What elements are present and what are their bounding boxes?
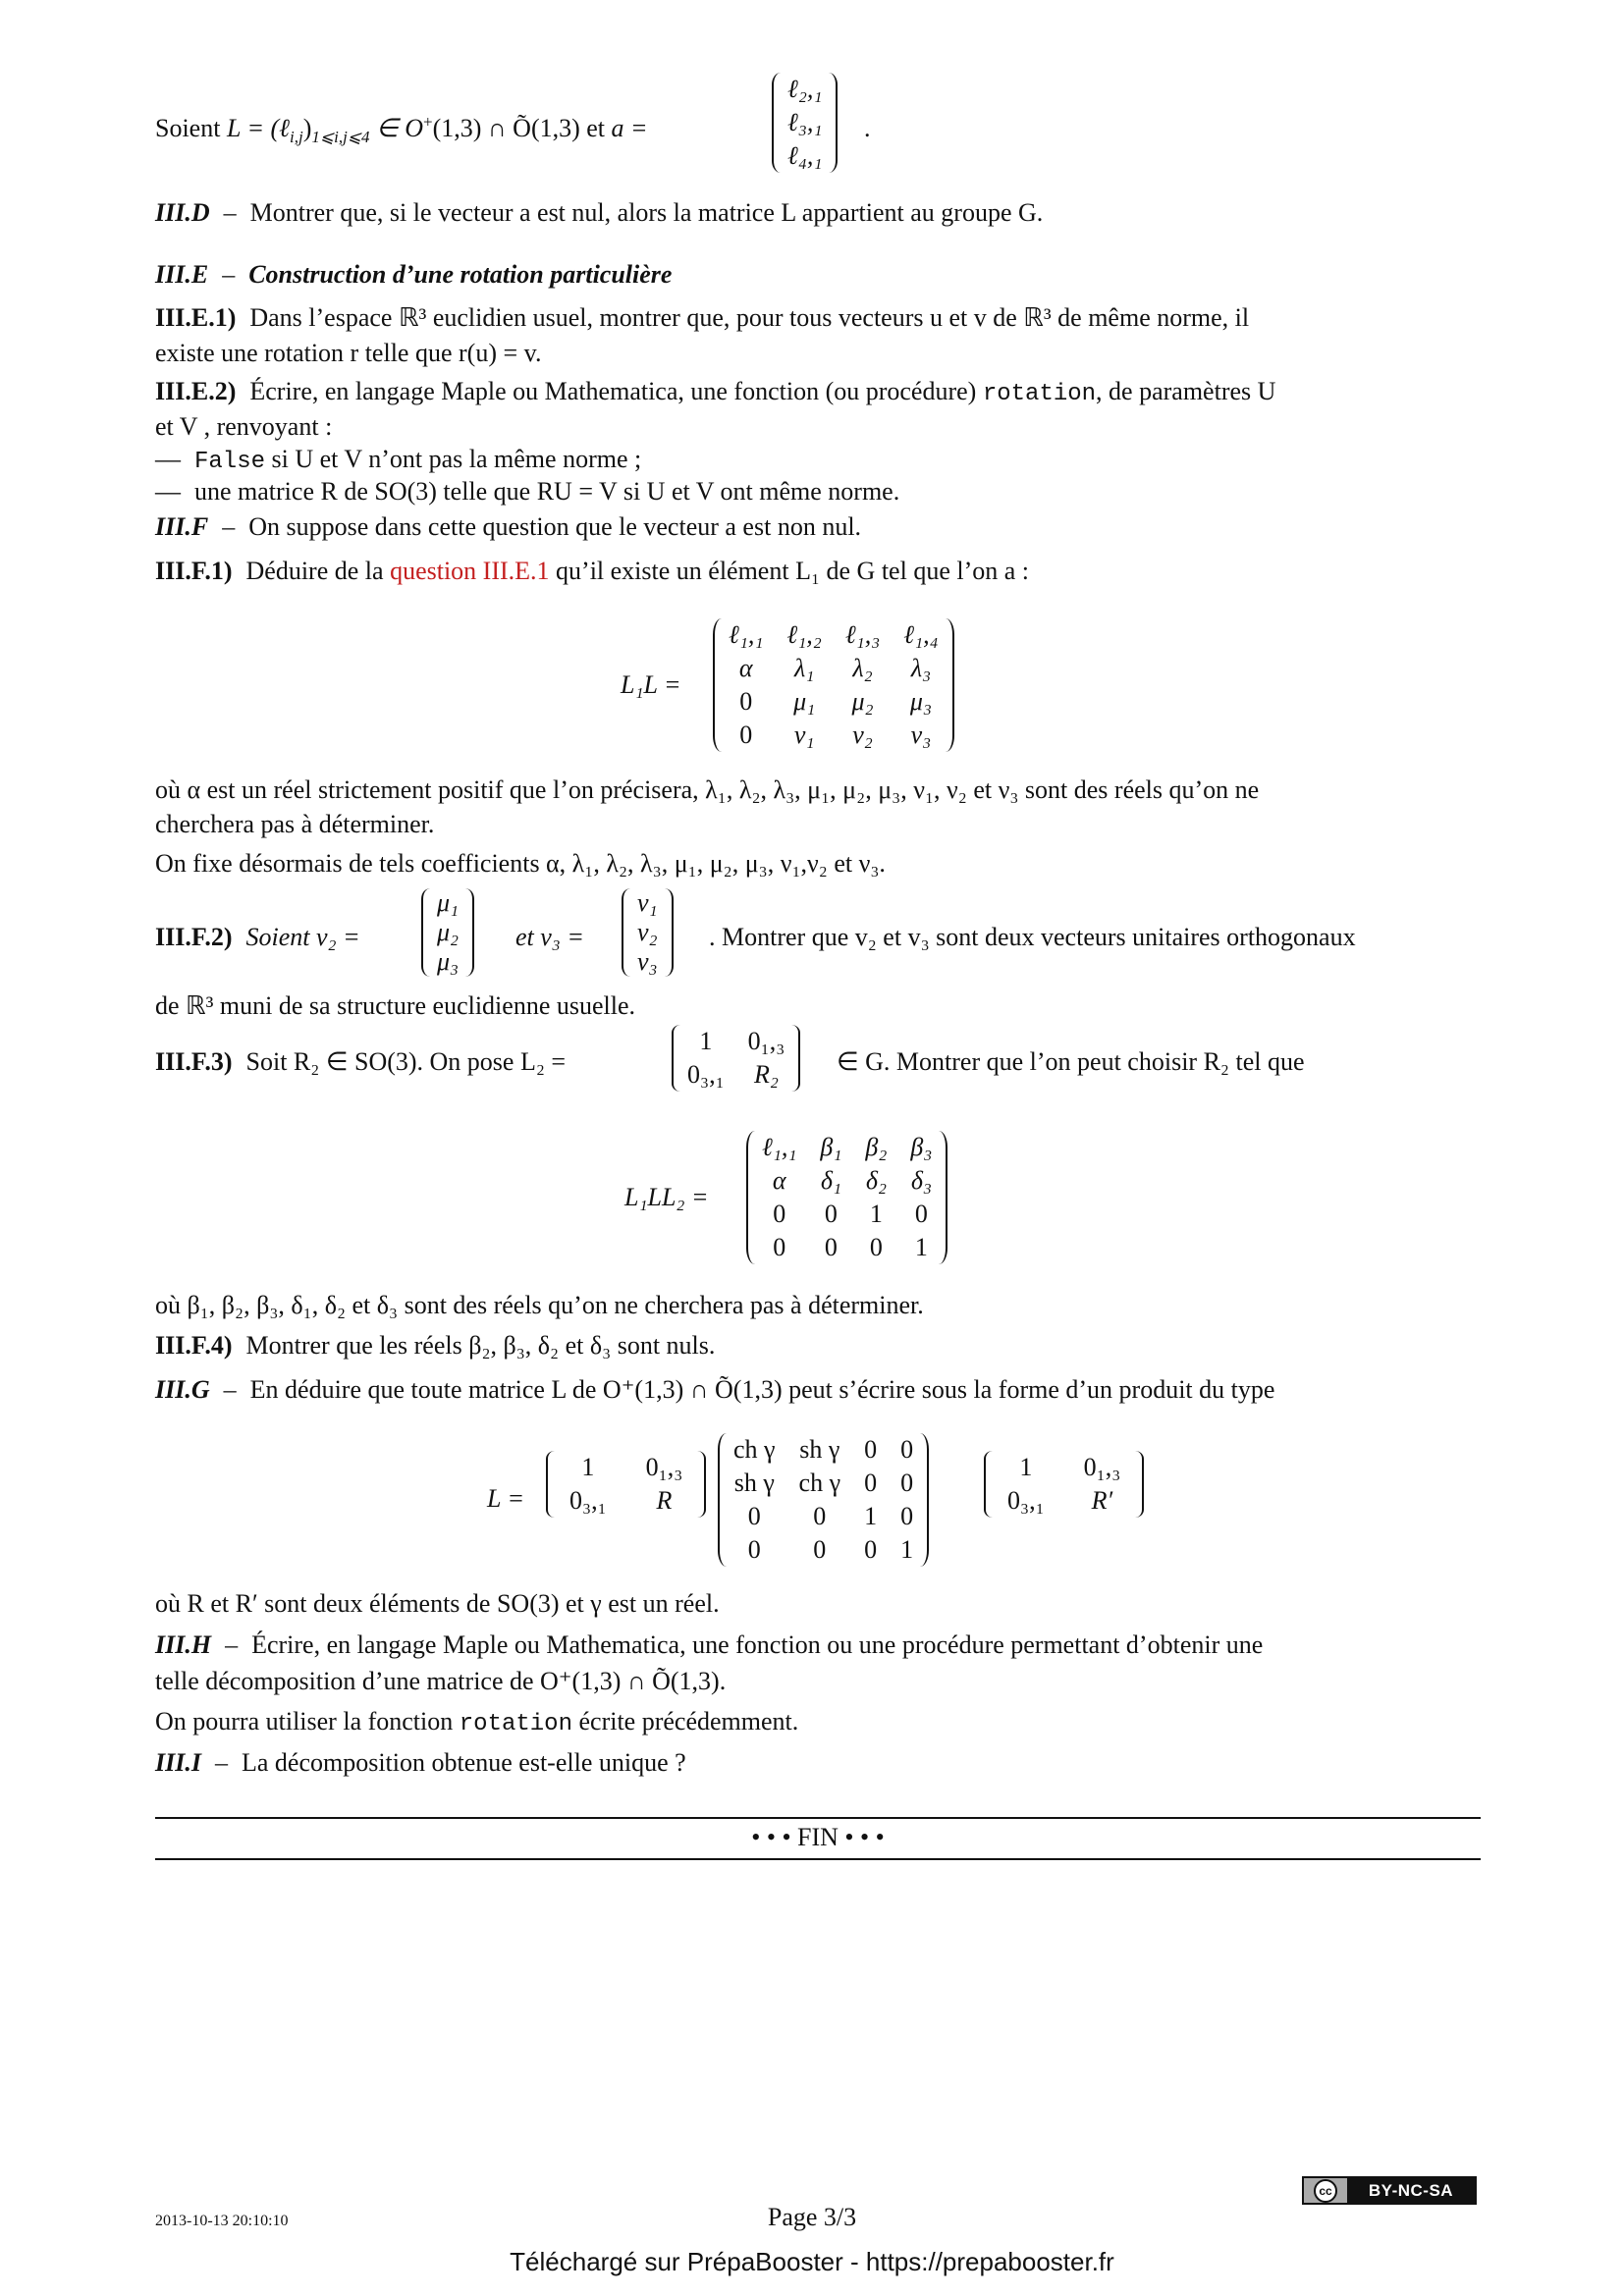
matrix-cell: 1 bbox=[864, 1502, 878, 1530]
matrix-cell: ℓ₁,₁ bbox=[729, 620, 764, 649]
matrix-cell: 0 bbox=[864, 1535, 878, 1564]
matrix-cell: R bbox=[656, 1486, 673, 1515]
vector-entry: ν₂ bbox=[637, 918, 658, 946]
question-label: III.F.1) bbox=[155, 557, 233, 585]
end-mark: • • • FIN • • • bbox=[751, 1823, 885, 1851]
matrix-label: L₁L = bbox=[621, 670, 681, 699]
bullet-text: une matrice R de SO(3) telle que RU = V si U et V ont même norme. bbox=[194, 477, 900, 506]
paragraph-line bbox=[155, 1291, 1481, 1320]
vector-a bbox=[776, 73, 834, 173]
question-text: existe une rotation r telle que r(u) = v. bbox=[155, 339, 542, 367]
question-label: III.F.4) bbox=[155, 1331, 233, 1360]
vector-v2 bbox=[425, 888, 470, 977]
question-IIIG bbox=[155, 1375, 1481, 1405]
intro-member: ∈ O bbox=[369, 114, 423, 142]
download-notice[interactable]: Téléchargé sur PrépaBooster - https://prepabooster.fr bbox=[510, 2247, 1114, 2276]
matrix-L1L bbox=[717, 618, 950, 752]
matrix-cell: ch γ bbox=[798, 1468, 841, 1497]
matrix-cell: β₁ bbox=[820, 1133, 842, 1161]
question-text: de ℝ³ muni de sa structure euclidienne usuelle. bbox=[155, 991, 636, 1020]
cc-icon: cc bbox=[1314, 2179, 1337, 2203]
matrix-cell: α bbox=[738, 654, 753, 682]
matrix-cell: λ₂ bbox=[852, 654, 873, 682]
bullet-item bbox=[155, 477, 1481, 507]
question-label: III.D bbox=[155, 198, 210, 227]
divider-bottom bbox=[155, 1858, 1481, 1860]
block-matrix-R bbox=[550, 1451, 702, 1518]
license-badge[interactable] bbox=[1302, 2176, 1477, 2205]
question-text: En déduire que toute matrice L de O⁺(1,3) ∩ Õ(1,3) peut s’écrire sous la forme d’un produit du type bbox=[249, 1375, 1275, 1404]
dash: – bbox=[214, 1748, 228, 1777]
paragraph-line bbox=[155, 1589, 1481, 1619]
dash: – bbox=[222, 260, 236, 289]
vector-a-entry: ℓ₄,₁ bbox=[787, 141, 823, 170]
intro-L-sub: i,j bbox=[289, 128, 303, 147]
matrix-cell: β₂ bbox=[865, 1133, 888, 1161]
question-IIIE1-cont bbox=[155, 339, 1481, 368]
question-label: III.G bbox=[155, 1375, 210, 1404]
vector-a-entry: ℓ₃,₁ bbox=[787, 108, 823, 136]
matrix-cell: 0 bbox=[773, 1200, 786, 1228]
question-IIIE2 bbox=[155, 377, 1481, 409]
vector-entry: ν₃ bbox=[637, 947, 658, 976]
bullet-item bbox=[155, 445, 1481, 477]
matrix-cell: 0 bbox=[747, 1535, 761, 1564]
matrix-cell: 0 bbox=[914, 1200, 928, 1228]
vector-entry: ν₁ bbox=[637, 888, 658, 917]
question-label: III.F bbox=[155, 512, 209, 541]
dash: – bbox=[223, 1375, 237, 1404]
matrix-cell: sh γ bbox=[733, 1468, 775, 1497]
question-text: , de paramètres U bbox=[1096, 377, 1276, 405]
matrix-cell: δ₁ bbox=[820, 1166, 841, 1195]
page-number: Page 3/3 bbox=[767, 2203, 857, 2231]
matrix-cell: δ₂ bbox=[865, 1166, 887, 1195]
matrix-cell: 0 bbox=[813, 1535, 827, 1564]
vector-entry: μ₃ bbox=[437, 947, 460, 976]
question-IIIF2-cont bbox=[155, 991, 1481, 1021]
matrix-cell: 0₁,₃ bbox=[747, 1027, 785, 1055]
paragraph-text: où α est un réel strictement positif que l’on précisera, λ₁, λ₂, λ₃, μ₁, μ₂, μ₃, ν₁, ν₂ et ν₃ sont des réels qu’on ne bbox=[155, 775, 1260, 804]
matrix-cell: 0 bbox=[900, 1502, 914, 1530]
matrix-cell: 1 bbox=[1019, 1453, 1033, 1481]
matrix-cell: 0 bbox=[773, 1233, 786, 1261]
matrix-cell: sh γ bbox=[799, 1435, 840, 1464]
question-text: Écrire, en langage Maple ou Mathematica, une fonction ou une procédure permettant d’obtenir une bbox=[251, 1630, 1264, 1659]
vector-entry: μ₂ bbox=[437, 918, 460, 946]
matrix-cell: R′ bbox=[1091, 1486, 1113, 1515]
matrix-cell: ℓ₁,₃ bbox=[844, 620, 881, 649]
intro-text: Soient bbox=[155, 114, 227, 142]
matrix-cell: 1 bbox=[581, 1453, 595, 1481]
matrix-cell: 0₃,₁ bbox=[1007, 1486, 1045, 1515]
question-text: . Montrer que v₂ et v₃ sont deux vecteurs unitaires orthogonaux bbox=[709, 923, 1356, 951]
question-text: Soient v₂ = bbox=[245, 923, 360, 951]
question-text: et v₃ = bbox=[515, 923, 584, 951]
matrix-cell: ν₁ bbox=[793, 721, 815, 749]
matrix-label: L = bbox=[487, 1484, 525, 1513]
block-matrix-L2 bbox=[676, 1025, 796, 1092]
paragraph-text: On pourra utiliser la fonction bbox=[155, 1707, 460, 1735]
paragraph-text: écrite précédemment. bbox=[571, 1707, 799, 1735]
vector-entry: μ₁ bbox=[437, 888, 460, 917]
question-text: Montrer que, si le vecteur a est nul, alors la matrice L appartient au groupe G. bbox=[249, 198, 1044, 227]
matrix-cell: β₃ bbox=[910, 1133, 933, 1161]
divider-top bbox=[155, 1817, 1481, 1819]
intro-a-eq: a = bbox=[611, 114, 648, 142]
matrix-cell: δ₃ bbox=[910, 1166, 932, 1195]
question-IIIE2-cont bbox=[155, 412, 1481, 442]
matrix-cell: 1 bbox=[869, 1200, 883, 1228]
question-IIIH-cont bbox=[155, 1667, 1481, 1696]
matrix-cell: 0 bbox=[869, 1233, 883, 1261]
question-IIII bbox=[155, 1748, 1481, 1778]
intro-L-def: L = (ℓ bbox=[226, 114, 290, 142]
intro-period: . bbox=[864, 114, 871, 142]
question-IIIF bbox=[155, 512, 1481, 542]
code-rotation: rotation bbox=[982, 381, 1097, 407]
matrix-cell: R₂ bbox=[754, 1060, 779, 1089]
question-text: ∈ G. Montrer que l’on peut choisir R₂ tel que bbox=[837, 1047, 1305, 1076]
question-text: Montrer que les réels β₂, β₃, δ₂ et δ₃ sont nuls. bbox=[245, 1331, 716, 1360]
intro-range: 1⩽i,j⩽4 bbox=[311, 128, 370, 147]
paragraph-text: où R et R′ sont deux éléments de SO(3) et γ est un réel. bbox=[155, 1589, 720, 1618]
dash: – bbox=[225, 1630, 239, 1659]
question-label: III.F.2) bbox=[155, 923, 233, 951]
section-IIIE bbox=[155, 260, 1481, 290]
matrix-cell: 0₁,₃ bbox=[645, 1453, 683, 1481]
link-question-IIIE1[interactable]: question III.E.1 bbox=[390, 557, 550, 585]
bullet-dash: — bbox=[155, 445, 181, 473]
question-text: telle décomposition d’une matrice de O⁺(1,3) ∩ Õ(1,3). bbox=[155, 1667, 727, 1695]
matrix-cell: μ₁ bbox=[793, 687, 816, 716]
vector-v3 bbox=[625, 888, 670, 977]
section-label: III.E bbox=[155, 260, 209, 289]
question-text: Déduire de la bbox=[245, 557, 391, 585]
intro-plus: + bbox=[422, 112, 433, 132]
question-label: III.I bbox=[155, 1748, 201, 1777]
matrix-cell: μ₃ bbox=[909, 687, 933, 716]
matrix-cell: ν₃ bbox=[910, 721, 932, 749]
question-text: Écrire, en langage Maple ou Mathematica, une fonction (ou procédure) bbox=[249, 377, 983, 405]
section-title: Construction d’une rotation particulière bbox=[248, 260, 673, 289]
matrix-cell: λ₃ bbox=[910, 654, 932, 682]
matrix-cell: α bbox=[772, 1166, 786, 1195]
paragraph-line bbox=[155, 1707, 1481, 1739]
code-false: False bbox=[194, 449, 266, 475]
matrix-L1LL2 bbox=[750, 1131, 944, 1264]
question-IIIF4 bbox=[155, 1331, 1481, 1361]
matrix-label: L₁LL₂ = bbox=[624, 1183, 709, 1211]
question-IIIE1 bbox=[155, 303, 1481, 333]
matrix-cell: 0 bbox=[864, 1435, 878, 1464]
matrix-cell: μ₂ bbox=[851, 687, 874, 716]
matrix-cell: 0 bbox=[747, 1502, 761, 1530]
matrix-cell: 0 bbox=[739, 721, 753, 749]
matrix-cell: 0 bbox=[900, 1468, 914, 1497]
question-text: Dans l’espace ℝ³ euclidien usuel, montrer que, pour tous vecteurs u et v de ℝ³ de même norme, il bbox=[249, 303, 1250, 332]
matrix-cell: ch γ bbox=[733, 1435, 776, 1464]
paragraph-line bbox=[155, 849, 1481, 879]
paragraph-line bbox=[155, 810, 1481, 839]
question-IIIH bbox=[155, 1630, 1481, 1660]
matrix-cell: ν₂ bbox=[852, 721, 873, 749]
matrix-cell: ℓ₁,₂ bbox=[786, 620, 822, 649]
question-text: et V , renvoyant : bbox=[155, 412, 333, 441]
question-IIIF1 bbox=[155, 557, 1481, 586]
bullet-dash: — bbox=[155, 477, 181, 506]
question-text: qu’il existe un élément L₁ de G tel que l’on a : bbox=[549, 557, 1030, 585]
question-label: III.E.2) bbox=[155, 377, 237, 405]
matrix-cell: 1 bbox=[699, 1027, 713, 1055]
matrix-cell: ℓ₁,₄ bbox=[903, 620, 939, 649]
matrix-cell: 0 bbox=[824, 1233, 838, 1261]
matrix-cell: 0₁,₃ bbox=[1083, 1453, 1121, 1481]
matrix-cell: 0 bbox=[824, 1200, 838, 1228]
matrix-cell: 0₃,₁ bbox=[569, 1486, 607, 1515]
dash: – bbox=[223, 198, 237, 227]
footer-date: 2013-10-13 20:10:10 bbox=[155, 2213, 289, 2229]
matrix-cell: 0 bbox=[739, 687, 753, 716]
question-label: III.F.3) bbox=[155, 1047, 233, 1076]
matrix-cell: 0 bbox=[900, 1435, 914, 1464]
vector-a-entry: ℓ₂,₁ bbox=[787, 75, 823, 103]
matrix-cell: ℓ₁,₁ bbox=[762, 1133, 797, 1161]
matrix-boost bbox=[722, 1433, 925, 1567]
matrix-cell: λ₁ bbox=[793, 654, 815, 682]
question-text: Soit R₂ ∈ SO(3). On pose L₂ = bbox=[245, 1047, 567, 1076]
question-text: La décomposition obtenue est-elle unique ? bbox=[241, 1748, 686, 1777]
paragraph-text: où β₁, β₂, β₃, δ₁, δ₂ et δ₃ sont des réels qu’on ne cherchera pas à déterminer. bbox=[155, 1291, 924, 1319]
intro-et: et bbox=[579, 114, 612, 142]
dash: – bbox=[222, 512, 236, 541]
question-label: III.E.1) bbox=[155, 303, 237, 332]
question-IIID bbox=[155, 198, 1481, 228]
question-label: III.H bbox=[155, 1630, 212, 1659]
paragraph-text: cherchera pas à déterminer. bbox=[155, 810, 435, 838]
matrix-cell: 1 bbox=[914, 1233, 928, 1261]
license-text: BY-NC-SA bbox=[1368, 2180, 1454, 2200]
bullet-text: si U et V n’ont pas la même norme ; bbox=[265, 445, 642, 473]
matrix-cell: 0₃,₁ bbox=[687, 1060, 725, 1089]
question-text: On suppose dans cette question que le vecteur a est non nul. bbox=[248, 512, 862, 541]
code-rotation: rotation bbox=[459, 1711, 572, 1737]
intro-paren: ) bbox=[302, 114, 312, 142]
block-matrix-Rprime bbox=[988, 1451, 1140, 1518]
paragraph-text: On fixe désormais de tels coefficients α, λ₁, λ₂, λ₃, μ₁, μ₂, μ₃, ν₁,ν₂ et ν₃. bbox=[155, 849, 886, 878]
matrix-cell: 0 bbox=[813, 1502, 827, 1530]
paragraph-line bbox=[155, 775, 1481, 805]
matrix-cell: 1 bbox=[900, 1535, 914, 1564]
intro-group: (1,3) ∩ Õ(1,3) bbox=[432, 114, 580, 142]
matrix-cell: 0 bbox=[864, 1468, 878, 1497]
